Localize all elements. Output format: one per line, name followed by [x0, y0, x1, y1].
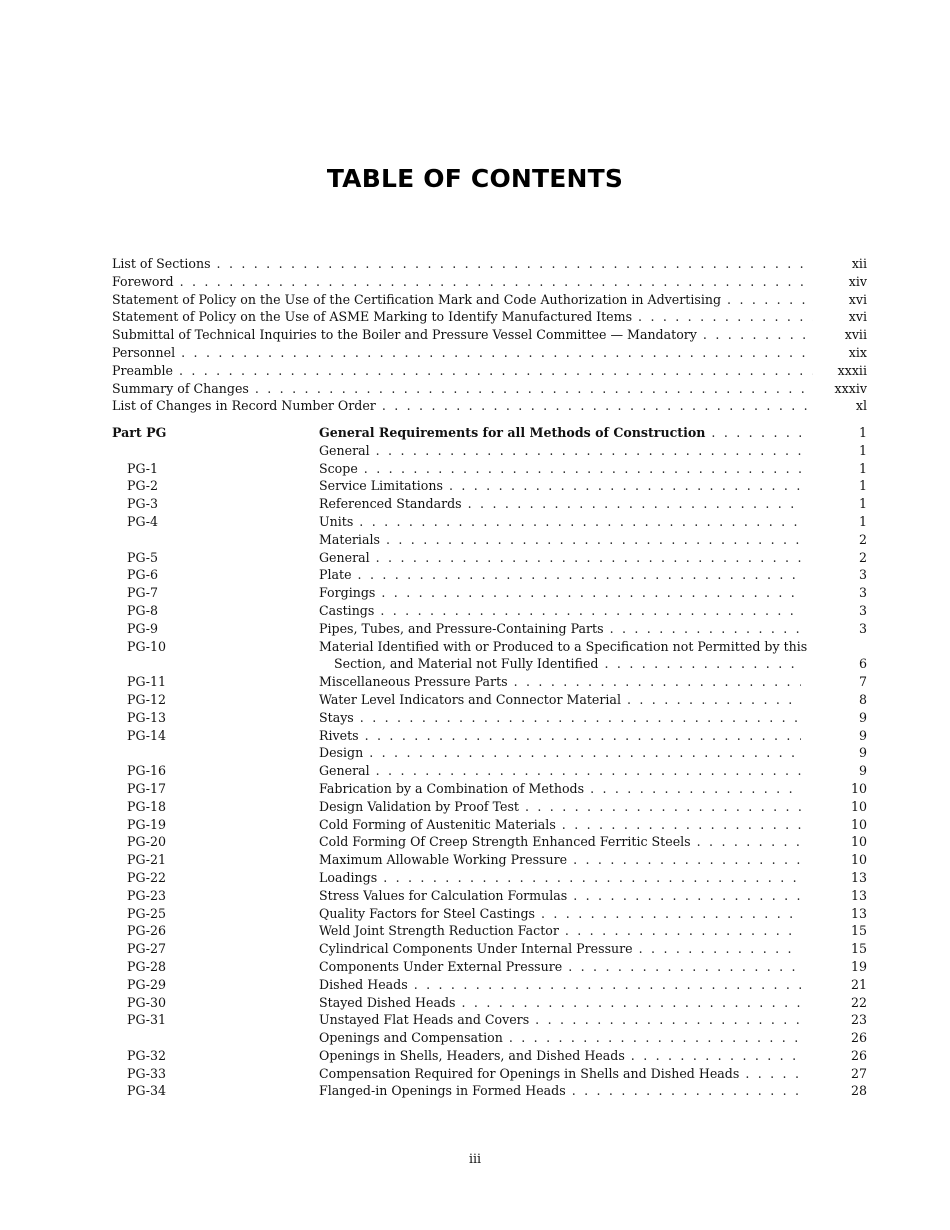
- section-code: PG-2: [127, 478, 159, 494]
- toc-entry-text: Cylindrical Components Under Internal Pressure: [319, 941, 633, 957]
- dot-leader: [514, 673, 801, 691]
- toc-entry-page: 1: [858, 496, 867, 512]
- toc-entry[interactable]: [112, 905, 867, 923]
- toc-entry[interactable]: [112, 362, 867, 380]
- toc-entry[interactable]: [112, 709, 867, 727]
- dot-leader: [572, 1082, 801, 1100]
- toc-entry-text: Design Validation by Proof Test: [319, 798, 519, 814]
- toc-entry-continuation[interactable]: [112, 655, 867, 673]
- toc-entry-text: Summary of Changes: [112, 380, 249, 396]
- page-title: TABLE OF CONTENTS: [326, 164, 624, 193]
- section-code: PG-22: [127, 869, 167, 885]
- section-code: PG-19: [127, 816, 167, 832]
- toc-entry-page: 10: [850, 816, 867, 832]
- toc-entry-page: 26: [850, 1030, 867, 1046]
- dot-leader: [745, 1065, 801, 1083]
- dot-leader: [376, 762, 801, 780]
- section-code: PG-10: [127, 638, 167, 654]
- toc-entry-text: Flanged-in Openings in Formed Heads: [319, 1083, 566, 1099]
- toc-entry-page: 9: [858, 727, 867, 743]
- toc-entry-page: xix: [848, 344, 867, 360]
- dot-leader: [509, 1029, 801, 1047]
- dot-leader: [627, 691, 801, 709]
- toc-entry[interactable]: [112, 531, 867, 549]
- toc-entry-page: 9: [858, 763, 867, 779]
- toc-entry-text: Foreword: [112, 273, 174, 289]
- toc-entry-text: Materials: [319, 531, 380, 547]
- toc-entry-text: Loadings: [319, 869, 378, 885]
- toc-entry-page: 15: [850, 941, 867, 957]
- toc-entry[interactable]: [112, 851, 867, 869]
- toc-entry-text: Scope: [319, 460, 358, 476]
- toc-entry-page: 3: [858, 602, 867, 618]
- toc-entry[interactable]: [112, 255, 867, 273]
- section-code: PG-28: [127, 958, 167, 974]
- section-code: PG-4: [127, 513, 159, 529]
- toc-entry[interactable]: [112, 344, 867, 362]
- section-code: PG-11: [127, 674, 167, 690]
- toc-entry-page: 13: [850, 869, 867, 885]
- toc-entry[interactable]: [112, 549, 867, 567]
- dot-leader: [383, 869, 801, 887]
- toc-entry-text: Maximum Allowable Working Pressure: [319, 852, 568, 868]
- part-heading[interactable]: [112, 424, 867, 442]
- toc-entry-page: 6: [858, 656, 867, 672]
- toc-entry-page: 8: [858, 691, 867, 707]
- dot-leader: [525, 798, 801, 816]
- toc-entry[interactable]: [112, 744, 867, 762]
- dot-leader: [573, 851, 801, 869]
- toc-entry-page: 19: [850, 958, 867, 974]
- section-code: PG-27: [127, 941, 167, 957]
- toc-entry[interactable]: [112, 495, 867, 513]
- section-code: PG-33: [127, 1065, 167, 1081]
- toc-entry[interactable]: [112, 958, 867, 976]
- dot-leader: [565, 922, 801, 940]
- dot-leader: [217, 255, 813, 273]
- section-code: PG-25: [127, 905, 167, 921]
- toc-entry[interactable]: [112, 1029, 867, 1047]
- section-code: PG-26: [127, 923, 167, 939]
- toc-entry-text: Pipes, Tubes, and Pressure-Containing Parts: [319, 620, 604, 636]
- part-pg-section: [112, 424, 867, 1100]
- dot-leader: [179, 362, 813, 380]
- toc-entry-text: Quality Factors for Steel Castings: [319, 905, 535, 921]
- toc-entry-text: Units: [319, 513, 354, 529]
- dot-leader: [727, 291, 813, 309]
- toc-entry[interactable]: [112, 887, 867, 905]
- toc-entry-page: 1: [858, 478, 867, 494]
- toc-entry-text: Fabrication by a Combination of Methods: [319, 780, 585, 796]
- toc-entry-page: 3: [858, 620, 867, 636]
- toc-entry[interactable]: [112, 397, 867, 415]
- toc-entry[interactable]: [112, 1047, 867, 1065]
- dot-leader: [255, 380, 813, 398]
- dot-leader: [631, 1047, 801, 1065]
- section-code: PG-30: [127, 994, 167, 1010]
- toc-entry-page: xxxii: [837, 362, 867, 378]
- dot-leader: [573, 887, 801, 905]
- section-code: PG-32: [127, 1047, 167, 1063]
- section-code: PG-29: [127, 976, 167, 992]
- dot-leader: [414, 976, 801, 994]
- toc-entry[interactable]: [112, 513, 867, 531]
- toc-entry[interactable]: [112, 1082, 867, 1100]
- toc-entry[interactable]: [112, 291, 867, 309]
- section-code: PG-13: [127, 709, 167, 725]
- toc-entry-text: Stays: [319, 709, 354, 725]
- dot-leader: [703, 326, 813, 344]
- part-title-page: 1: [858, 425, 867, 440]
- toc-entry[interactable]: [112, 460, 867, 478]
- toc-entry-page: 13: [850, 905, 867, 921]
- dot-leader: [535, 1011, 801, 1029]
- dot-leader: [468, 495, 801, 513]
- toc-entry-text: General: [319, 442, 370, 458]
- toc-entry-text: Compensation Required for Openings in Shells and Dished Heads: [319, 1065, 740, 1081]
- page-number: iii: [468, 1151, 482, 1166]
- toc-entry-text: Openings in Shells, Headers, and Dished Heads: [319, 1047, 625, 1063]
- toc-entry[interactable]: [112, 833, 867, 851]
- toc-entry-text: Statement of Policy on the Use of ASME Marking to Identify Manufactured Items: [112, 309, 633, 325]
- section-code: PG-23: [127, 887, 167, 903]
- dot-leader: [462, 994, 801, 1012]
- toc-entry-text-line1: Material Identified with or Produced to a Specification not Permitted by this: [319, 638, 808, 654]
- dot-leader: [369, 744, 801, 762]
- section-code: PG-12: [127, 691, 167, 707]
- dot-leader: [380, 602, 801, 620]
- toc-entry[interactable]: [112, 798, 867, 816]
- toc-entry-text: General: [319, 549, 370, 565]
- toc-entry[interactable]: [112, 308, 867, 326]
- front-matter-list: [112, 255, 867, 415]
- toc-entry[interactable]: [112, 976, 867, 994]
- section-code: PG-18: [127, 798, 167, 814]
- toc-entry-text: Cold Forming Of Creep Strength Enhanced Ferritic Steels: [319, 834, 691, 850]
- toc-entry-text: List of Sections: [112, 256, 211, 271]
- section-code: PG-17: [127, 780, 167, 796]
- toc-entry-page: 21: [850, 976, 867, 992]
- toc-entry-page: 3: [858, 567, 867, 583]
- section-code: PG-21: [127, 852, 167, 868]
- toc-entry-text: General: [319, 763, 370, 779]
- toc-entry[interactable]: [112, 691, 867, 709]
- toc-entry-text: Dished Heads: [319, 976, 408, 992]
- dot-leader: [386, 531, 801, 549]
- toc-entry-page: 13: [850, 887, 867, 903]
- dot-leader: [711, 424, 801, 442]
- section-code: PG-7: [127, 585, 159, 601]
- toc-entry-page: 10: [850, 798, 867, 814]
- dot-leader: [541, 905, 801, 923]
- toc-entry-page: 2: [858, 549, 867, 565]
- dot-leader: [376, 442, 801, 460]
- section-code: PG-9: [127, 620, 159, 636]
- toc-entry-page: 9: [858, 709, 867, 725]
- toc-entry-text: Forgings: [319, 585, 376, 601]
- dot-leader: [562, 816, 801, 834]
- section-code: PG-14: [127, 727, 167, 743]
- dot-leader: [381, 584, 801, 602]
- toc-entry[interactable]: [112, 566, 867, 584]
- toc-entry[interactable]: [112, 940, 867, 958]
- section-code: PG-34: [127, 1083, 167, 1099]
- toc-entry-text: Components Under External Pressure: [319, 958, 563, 974]
- toc-entry-text: Design: [319, 745, 364, 761]
- toc-entry[interactable]: [112, 816, 867, 834]
- toc-entry[interactable]: [112, 780, 867, 798]
- part-title: General Requirements for all Methods of Construction: [319, 425, 706, 440]
- toc-entry-text: Cold Forming of Austenitic Materials: [319, 816, 556, 832]
- dot-leader: [697, 833, 801, 851]
- toc-entry-page: xvi: [848, 291, 867, 307]
- part-label: Part PG: [112, 425, 167, 440]
- toc-entry[interactable]: [112, 994, 867, 1012]
- dot-leader: [382, 397, 813, 415]
- toc-entry-page: 26: [850, 1047, 867, 1063]
- toc-entry-page: xvii: [844, 327, 867, 343]
- dot-leader: [376, 549, 801, 567]
- toc-entry-text: Castings: [319, 602, 375, 618]
- section-code: PG-1: [127, 460, 159, 476]
- dot-leader: [358, 566, 801, 584]
- dot-leader: [590, 780, 801, 798]
- dot-leader: [365, 727, 801, 745]
- dot-leader: [568, 958, 801, 976]
- toc-entry-text: Stayed Dished Heads: [319, 994, 456, 1010]
- toc-entry-text: Stress Values for Calculation Formulas: [319, 887, 568, 903]
- dot-leader: [605, 655, 802, 673]
- toc-entry-text: Service Limitations: [319, 478, 443, 494]
- toc-entry-page: xii: [851, 256, 867, 271]
- dot-leader: [364, 460, 801, 478]
- section-code: PG-5: [127, 549, 159, 565]
- toc-entry-page: 1: [858, 460, 867, 476]
- toc-entry[interactable]: [112, 620, 867, 638]
- toc-entry-page: 7: [858, 674, 867, 690]
- toc-entry-multiline[interactable]: [112, 638, 867, 656]
- toc-entry-page: xvi: [848, 309, 867, 325]
- toc-entry-text: Weld Joint Strength Reduction Factor: [319, 923, 559, 939]
- toc-entry[interactable]: [112, 477, 867, 495]
- toc-entry[interactable]: [112, 1065, 867, 1083]
- toc-entry-page: xl: [855, 398, 867, 414]
- dot-leader: [638, 308, 813, 326]
- toc-entry-text: Referenced Standards: [319, 496, 462, 512]
- toc-entry-page: 2: [858, 531, 867, 547]
- toc-entry-text: Submittal of Technical Inquiries to the Boiler and Pressure Vessel Committee — Mandatory: [112, 327, 697, 343]
- toc-entry[interactable]: [112, 727, 867, 745]
- dot-leader: [639, 940, 801, 958]
- toc-entry[interactable]: [112, 922, 867, 940]
- toc-entry-page: 1: [858, 513, 867, 529]
- toc-entry[interactable]: [112, 442, 867, 460]
- section-code: PG-8: [127, 602, 159, 618]
- toc-entry-text: List of Changes in Record Number Order: [112, 398, 376, 414]
- dot-leader: [180, 273, 813, 291]
- toc-entry[interactable]: [112, 762, 867, 780]
- toc-entry-text: Plate: [319, 567, 352, 583]
- toc-entry-page: 1: [858, 442, 867, 458]
- dot-leader: [181, 344, 813, 362]
- dot-leader: [610, 620, 801, 638]
- section-code: PG-20: [127, 834, 167, 850]
- toc-entry[interactable]: [112, 869, 867, 887]
- toc-entry-page: 9: [858, 745, 867, 761]
- section-code: PG-3: [127, 496, 159, 512]
- toc-entry-text: Personnel: [112, 344, 176, 360]
- toc-entry-page: 22: [850, 994, 867, 1010]
- toc-entry-page: 15: [850, 923, 867, 939]
- toc-entry-page: 28: [850, 1083, 867, 1099]
- toc-entry-text: Unstayed Flat Heads and Covers: [319, 1012, 530, 1028]
- toc-entry-page: 23: [850, 1012, 867, 1028]
- dot-leader: [449, 477, 801, 495]
- toc-entry[interactable]: [112, 584, 867, 602]
- toc-entry-page: xxxiv: [834, 380, 867, 396]
- toc-entry[interactable]: [112, 673, 867, 691]
- toc-entry-page: 10: [850, 852, 867, 868]
- toc-entry[interactable]: [112, 602, 867, 620]
- toc-entry-text: Rivets: [319, 727, 359, 743]
- toc-entry-page: xiv: [848, 273, 867, 289]
- toc-entry-page: 3: [858, 585, 867, 601]
- toc-entry-page: 10: [850, 780, 867, 796]
- section-code: PG-31: [127, 1012, 167, 1028]
- toc-entry-text: Openings and Compensation: [319, 1030, 503, 1046]
- toc-entry-text: Preamble: [112, 362, 173, 378]
- toc-entry[interactable]: [112, 326, 867, 344]
- dot-leader: [359, 513, 801, 531]
- dot-leader: [360, 709, 801, 727]
- toc-entry-page: 10: [850, 834, 867, 850]
- toc-entry-text: Miscellaneous Pressure Parts: [319, 674, 508, 690]
- section-code: PG-16: [127, 763, 167, 779]
- toc-entry[interactable]: [112, 273, 867, 291]
- toc-entry-text: Water Level Indicators and Connector Material: [319, 691, 621, 707]
- toc-entry-text: Statement of Policy on the Use of the Certification Mark and Code Authorization in Advertising: [112, 291, 722, 307]
- section-code: PG-6: [127, 567, 159, 583]
- toc-entry[interactable]: [112, 380, 867, 398]
- toc-entry[interactable]: [112, 1011, 867, 1029]
- toc-entry-page: 27: [850, 1065, 867, 1081]
- toc-entry-text-line2: Section, and Material not Fully Identified: [334, 656, 599, 672]
